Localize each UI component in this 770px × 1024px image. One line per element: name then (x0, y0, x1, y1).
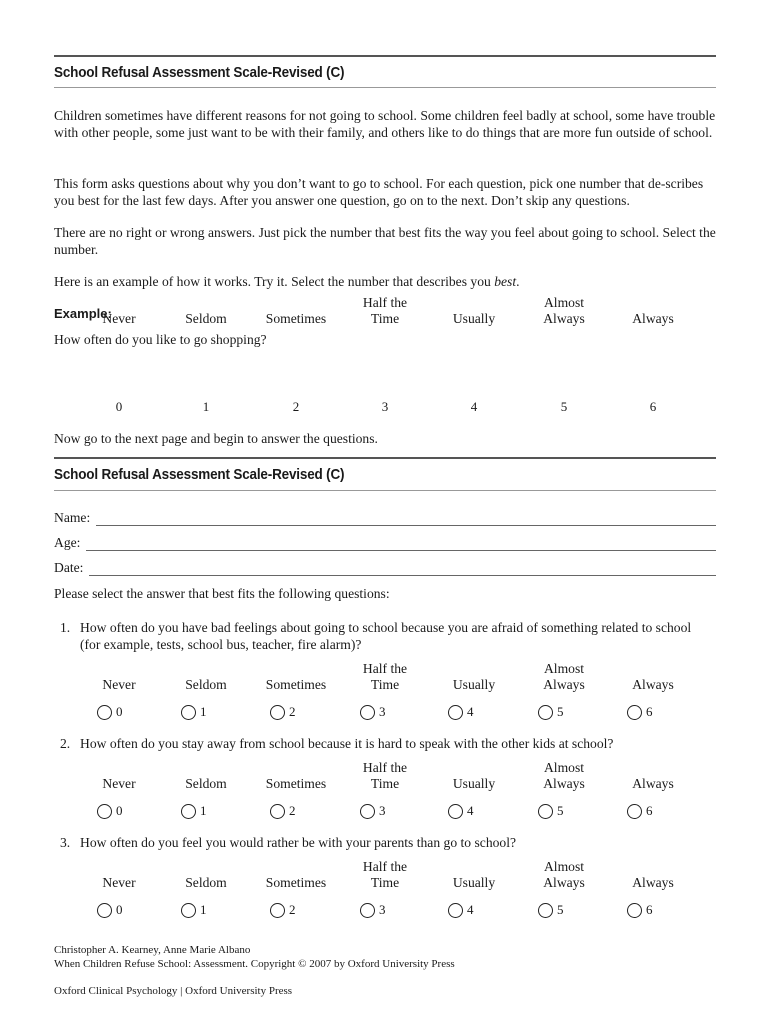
q1-option-3[interactable]: 3 (360, 702, 386, 722)
radio-circle[interactable] (360, 804, 375, 819)
page-title: School Refusal Assessment Scale-Revised (C) (54, 64, 345, 81)
scale-label: Usually (452, 677, 496, 692)
q1-scale-labels (54, 659, 718, 695)
radio-circle[interactable] (97, 903, 112, 918)
intro-paragraph-3: There are no right or wrong answers. Just pick the number that best fits the way you feel about going to school. Select the number. (54, 225, 716, 257)
scale-number: 4 (470, 399, 478, 414)
section-rule (54, 457, 716, 459)
intro-p4-emphasis: best (494, 274, 517, 289)
radio-circle[interactable] (97, 804, 112, 819)
q2-option-4[interactable]: 4 (448, 801, 474, 821)
q2-radio-group (54, 801, 718, 821)
q2-scale-labels (54, 758, 718, 794)
question-text: How often do you feel you would rather be with your parents than go to school? (80, 835, 517, 850)
intro-p4-suffix: . (516, 274, 520, 289)
footer-publisher: Oxford Clinical Psychology | Oxford University Press (54, 985, 293, 997)
date-field[interactable] (54, 560, 716, 578)
q1-option-1[interactable]: 1 (181, 702, 207, 722)
intro-paragraph-1: Children sometimes have different reasons for not going to school. Some children feel badly at school, some have trouble with other people, some just want to be with their family, and others like to do things that are more fun outside of school. (54, 108, 716, 140)
footer-copyright: When Children Refuse School: Assessment. Copyright © 2007 by Oxford University Press (54, 958, 455, 970)
scale-label: Half the Time (362, 859, 408, 890)
radio-circle[interactable] (97, 705, 112, 720)
form-instructions: Please select the answer that best fits the following questions: (54, 586, 390, 601)
scale-label: Half the Time (362, 661, 408, 692)
scale-label: Always (632, 311, 674, 326)
age-input-line[interactable] (86, 550, 716, 551)
scale-label: Sometimes (265, 776, 327, 791)
name-input-line[interactable] (96, 525, 716, 526)
q1-option-4[interactable]: 4 (448, 702, 474, 722)
q3-option-3[interactable]: 3 (360, 900, 386, 920)
q2-option-6[interactable]: 6 (627, 801, 653, 821)
radio-circle[interactable] (538, 903, 553, 918)
scale-label: Seldom (185, 776, 227, 791)
radio-circle[interactable] (181, 804, 196, 819)
q3-option-4[interactable]: 4 (448, 900, 474, 920)
scale-label: Never (102, 311, 136, 326)
scale-number: 6 (649, 399, 657, 414)
q1-option-5[interactable]: 5 (538, 702, 564, 722)
scale-label: Usually (452, 776, 496, 791)
scale-label: Always (632, 677, 674, 692)
q3-option-1[interactable]: 1 (181, 900, 207, 920)
scale-label: Never (102, 677, 136, 692)
q3-option-0[interactable]: 0 (97, 900, 123, 920)
scale-label: Always (632, 875, 674, 890)
radio-circle[interactable] (627, 804, 642, 819)
intro-paragraph-2: This form asks questions about why you don’t want to go to school. For each question, pick one number that de-scribes you best for the last few days. After you answer one question, go on to the next. Don’t skip any questions. (54, 176, 704, 208)
radio-circle[interactable] (627, 705, 642, 720)
radio-circle[interactable] (448, 903, 463, 918)
scale-label: Usually (452, 311, 496, 326)
q2-option-2[interactable]: 2 (270, 801, 296, 821)
example-followup: Now go to the next page and begin to answer the questions. (54, 431, 378, 446)
radio-circle[interactable] (448, 705, 463, 720)
example-label: Example: (54, 306, 112, 321)
scale-label: Sometimes (265, 875, 327, 890)
radio-circle[interactable] (360, 705, 375, 720)
title-underline (54, 87, 716, 88)
radio-circle[interactable] (627, 903, 642, 918)
q1-option-2[interactable]: 2 (270, 702, 296, 722)
radio-circle[interactable] (270, 705, 285, 720)
scale-number: 5 (560, 399, 568, 414)
q3-option-2[interactable]: 2 (270, 900, 296, 920)
radio-circle[interactable] (538, 804, 553, 819)
q2-option-3[interactable]: 3 (360, 801, 386, 821)
radio-circle[interactable] (360, 903, 375, 918)
q1-option-0[interactable]: 0 (97, 702, 123, 722)
radio-circle[interactable] (270, 903, 285, 918)
intro-p4-prefix: Here is an example of how it works. Try it. Select the number that describes you (54, 274, 491, 289)
q3-option-6[interactable]: 6 (627, 900, 653, 920)
q2-option-0[interactable]: 0 (97, 801, 123, 821)
scale-label: Seldom (185, 875, 227, 890)
question-text: How often do you stay away from school because it is hard to speak with the other kids at school? (80, 736, 614, 751)
scale-label: Almost Always (543, 661, 585, 692)
scale-label: Usually (452, 875, 496, 890)
scale-label: Seldom (185, 311, 227, 326)
scale-label: Almost Always (543, 295, 585, 326)
scale-number: 3 (381, 399, 389, 414)
scale-label: Half the Time (362, 760, 408, 791)
top-rule (54, 55, 716, 57)
date-label: Date: (54, 560, 84, 575)
name-field[interactable] (54, 510, 716, 528)
scale-label: Seldom (185, 677, 227, 692)
scale-label: Sometimes (265, 311, 327, 326)
question-number: 1. (60, 620, 71, 635)
question-text: How often do you have bad feelings about going to school because you are afraid of something related to school (for example, tests, school bus, teacher, fire alarm)? (80, 620, 692, 652)
scale-label: Almost Always (543, 760, 585, 791)
scale-label: Never (102, 776, 136, 791)
scale-label: Sometimes (265, 677, 327, 692)
form-title-underline (54, 490, 716, 491)
question-number: 2. (60, 736, 71, 751)
age-field[interactable] (54, 535, 716, 553)
radio-circle[interactable] (270, 804, 285, 819)
q2-option-5[interactable]: 5 (538, 801, 564, 821)
scale-label: Always (632, 776, 674, 791)
name-label: Name: (54, 510, 91, 525)
age-label: Age: (54, 535, 81, 550)
intro-paragraph-4 (54, 273, 718, 290)
radio-circle[interactable] (538, 705, 553, 720)
scale-label: Half the Time (362, 295, 408, 326)
radio-circle[interactable] (181, 705, 196, 720)
q3-radio-group (54, 900, 718, 920)
q3-option-5[interactable]: 5 (538, 900, 564, 920)
question-number: 3. (60, 835, 71, 850)
radio-circle[interactable] (181, 903, 196, 918)
scale-label: Almost Always (543, 859, 585, 890)
q1-option-6[interactable]: 6 (627, 702, 653, 722)
scale-number: 2 (292, 399, 300, 414)
footer-authors: Christopher A. Kearney, Anne Marie Albano (54, 944, 251, 956)
scale-number: 0 (115, 399, 123, 414)
q2-option-1[interactable]: 1 (181, 801, 207, 821)
radio-circle[interactable] (448, 804, 463, 819)
scale-number: 1 (202, 399, 210, 414)
date-input-line[interactable] (89, 575, 716, 576)
q1-radio-group (54, 702, 718, 722)
example-question: How often do you like to go shopping? (54, 332, 267, 347)
scale-label: Never (102, 875, 136, 890)
form-title: School Refusal Assessment Scale-Revised (C) (54, 466, 345, 483)
q3-scale-labels (54, 857, 718, 893)
